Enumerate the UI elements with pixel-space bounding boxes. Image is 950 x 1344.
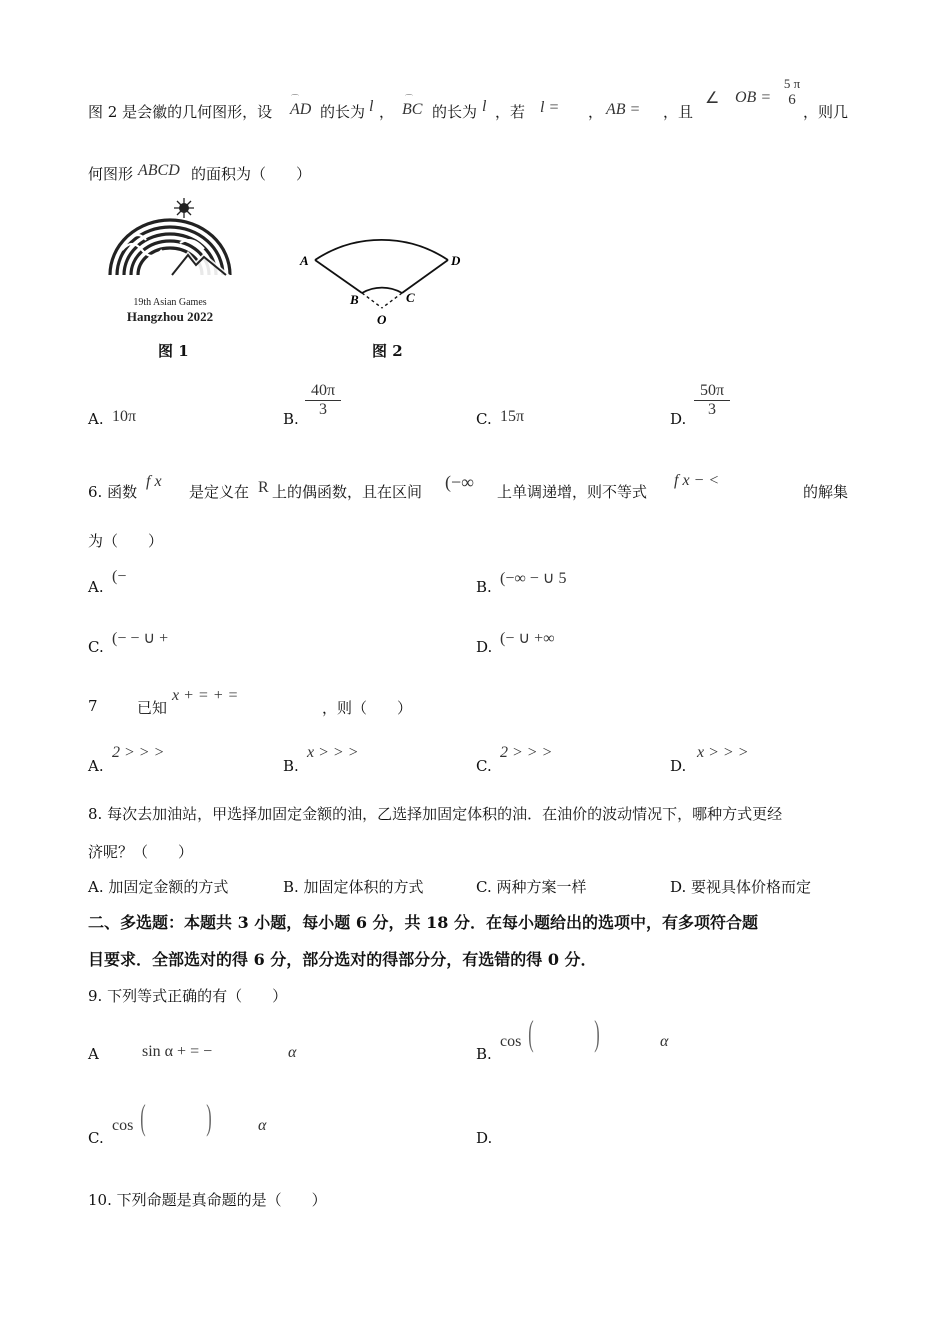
q7-expression: x + = + = xyxy=(172,687,239,704)
q5-l-eq: l = xyxy=(540,99,560,116)
q5-angle: ∠ xyxy=(705,90,720,107)
q8-option-a[interactable]: A. 加固定金额的方式 xyxy=(88,878,229,896)
q5-b-den: 3 xyxy=(319,401,327,418)
q5-arc-mark-ad: ⌒ xyxy=(291,94,299,103)
q6-option-d-label[interactable]: D. xyxy=(476,638,493,656)
q5-angle-fraction xyxy=(780,76,804,109)
asian-games-logo-figure xyxy=(100,195,240,335)
q9-option-c-alpha: α xyxy=(258,1117,267,1134)
q9-option-b-rparen: ) xyxy=(594,1013,600,1053)
dashed-co xyxy=(382,293,402,308)
q6-text-c: 上的偶函数，且在区间 xyxy=(272,483,423,501)
q7-text-a: 已知 xyxy=(137,699,168,717)
q5-option-a-value: 10π xyxy=(112,408,137,425)
q9-option-b-cos: cos xyxy=(500,1033,522,1050)
q6-option-b-value: (−∞ − ∪ 5 xyxy=(500,570,567,587)
q5-comma: ， xyxy=(379,103,395,121)
q6-R: R xyxy=(258,479,269,496)
q5-l1: l xyxy=(369,98,374,115)
q5-text-a: 图 2 是会徽的几何图形，设 xyxy=(88,103,273,121)
q5-d-num: 50π xyxy=(694,382,730,401)
q6-line2: 为（ ） xyxy=(88,532,164,550)
q10-stem: 10. 下列命题是真命题的是（ ） xyxy=(88,1191,327,1209)
q5-text-b: 的长为 xyxy=(320,103,366,121)
sector-diagram-svg xyxy=(290,210,480,335)
q5-l2: l xyxy=(482,98,487,115)
q5-text-f: ，则几 xyxy=(803,103,849,121)
q5-arc-ad: AD xyxy=(290,101,312,118)
q7-option-d-label[interactable]: D. xyxy=(670,757,687,775)
label-a: A xyxy=(300,253,309,268)
logo-text-line1: 19th Asian Games xyxy=(133,297,207,308)
arc-ad xyxy=(315,240,448,260)
label-o: O xyxy=(377,312,387,327)
q8-option-c[interactable]: C. 两种方案一样 xyxy=(476,878,587,896)
q5-d-den: 3 xyxy=(708,401,716,418)
q5-option-c-value: 15π xyxy=(500,408,525,425)
q6-text-e: 的解集 xyxy=(803,483,849,501)
asian-games-logo-icon xyxy=(100,195,240,335)
q5-abcd: ABCD xyxy=(138,162,180,179)
fig2-caption: 图 2 xyxy=(372,342,403,360)
label-b: B xyxy=(350,292,359,307)
q5-b-num: 40π xyxy=(305,382,341,401)
q7-option-b-label[interactable]: B. xyxy=(283,757,299,775)
q6-option-a-value: (− xyxy=(112,568,127,585)
arc-bc xyxy=(362,288,402,293)
q7-option-c-value: 2 > > > xyxy=(500,744,553,761)
q6-fx: f x xyxy=(146,473,162,490)
q6-inequality: f x − < xyxy=(674,472,720,489)
q7-option-c-label[interactable]: C. xyxy=(476,757,492,775)
q7-option-b-value: x > > > xyxy=(307,744,359,761)
q8-option-b[interactable]: B. 加固定体积的方式 xyxy=(283,878,424,896)
q5-ob-eq: OB = xyxy=(735,89,772,106)
q6-text-a: 6. 函数 xyxy=(88,483,138,501)
q8-option-d[interactable]: D. 要视具体价格而定 xyxy=(670,878,812,896)
q9-option-d-label[interactable]: D. xyxy=(476,1129,493,1147)
segment-dc xyxy=(402,260,448,293)
q5-frac-den: 6 xyxy=(788,92,796,108)
q9-option-c-cos: cos xyxy=(112,1117,134,1134)
q8-line1: 8. 每次去加油站，甲选择加固定金额的油，乙选择加固定体积的油．在油价的波动情况下，哪种方式更经 xyxy=(88,805,783,823)
q5-option-d-fraction xyxy=(694,382,730,419)
segment-ab xyxy=(315,260,362,293)
q9-option-b-alpha: α xyxy=(660,1033,669,1050)
logo-text-line2: Hangzhou 2022 xyxy=(126,309,214,324)
label-d: D xyxy=(451,253,461,268)
q5-line2-b: 的面积为（ ） xyxy=(191,165,312,183)
section2-line1: 二、多选题：本题共 3 小题，每小题 6 分，共 18 分．在每小题给出的选项中，有多项符合题 xyxy=(88,913,758,932)
q5-frac-num: 5 π xyxy=(783,76,801,91)
q9-option-a-alpha: α xyxy=(288,1044,297,1061)
q6-option-d-value: (− ∪ +∞ xyxy=(500,630,555,647)
q6-interval: (−∞ xyxy=(445,472,474,492)
q7-option-d-value: x > > > xyxy=(697,744,749,761)
q7-text-b: ，则（ ） xyxy=(322,699,413,717)
q5-option-a-label[interactable]: A. xyxy=(88,410,104,428)
q5-option-d-label[interactable]: D. xyxy=(670,410,687,428)
q6-text-b: 是定义在 xyxy=(189,483,250,501)
q8-line2: 济呢？（ ） xyxy=(88,843,194,861)
q6-option-a-label[interactable]: A. xyxy=(88,578,104,596)
q6-option-c-label[interactable]: C. xyxy=(88,638,104,656)
q7-option-a-value: 2 > > > xyxy=(112,744,165,761)
q9-option-b-label[interactable]: B. xyxy=(476,1045,492,1063)
q6-option-c-value: (− − ∪ + xyxy=(112,630,169,647)
q5-option-c-label[interactable]: C. xyxy=(476,410,492,428)
sector-diagram-figure xyxy=(290,210,480,335)
section2-line2: 目要求．全部选对的得 6 分，部分选对的得部分分，有选错的得 0 分． xyxy=(88,950,597,969)
q9-option-c-lparen: ( xyxy=(140,1097,146,1137)
q9-option-c-rparen: ) xyxy=(206,1097,212,1137)
q5-comma2: ， xyxy=(588,103,604,121)
q9-stem: 9. 下列等式正确的有（ ） xyxy=(88,987,288,1005)
q5-arc-bc: BC xyxy=(402,101,423,118)
q9-option-b-lparen: ( xyxy=(528,1013,534,1053)
q9-option-a-expr: sin α + = − xyxy=(142,1043,213,1060)
q7-option-a-label[interactable]: A. xyxy=(88,757,104,775)
q5-text-d: ，若 xyxy=(495,103,526,121)
q5-text-e: ，且 xyxy=(663,103,694,121)
q5-option-b-fraction xyxy=(305,382,341,419)
fig1-caption: 图 1 xyxy=(158,342,189,360)
q5-line2: 何图形 xyxy=(88,165,134,183)
q5-arc-mark-bc: ⌒ xyxy=(405,94,413,103)
q5-text-c: 的长为 xyxy=(432,103,478,121)
label-c: C xyxy=(406,290,415,305)
q5-ab-eq: AB = xyxy=(606,101,641,118)
q9-option-a-label[interactable]: A xyxy=(88,1045,99,1063)
q6-option-b-label[interactable]: B. xyxy=(476,578,492,596)
dashed-bo xyxy=(362,293,382,308)
q6-text-d: 上单调递增，则不等式 xyxy=(497,483,648,501)
q9-option-c-label[interactable]: C. xyxy=(88,1129,104,1147)
q7-number: 7 xyxy=(88,697,98,715)
q5-option-b-label[interactable]: B. xyxy=(283,410,299,428)
